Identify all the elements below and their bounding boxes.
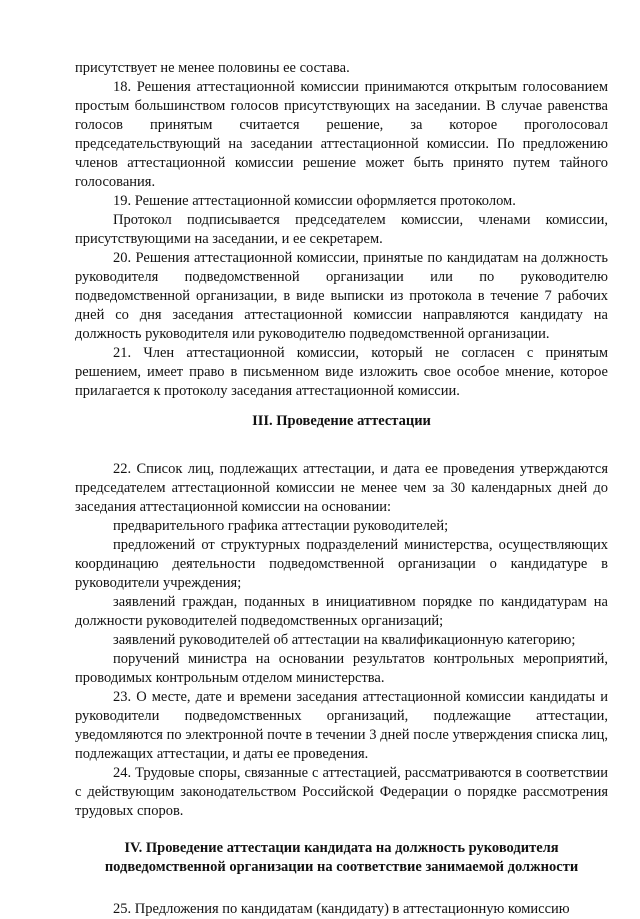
paragraph-19: 19. Решение аттестационной комиссии оформляется протоколом.	[113, 193, 516, 209]
section-heading-4-line1: IV. Проведение аттестации кандидата на должность руководителя	[124, 840, 559, 856]
paragraph-21: 21. Член аттестационной комиссии, который не согласен с принятым решением, имеет право в письменном виде изложить свое особое мнение, которое прилагается к протоколу заседания аттестационной комиссии.	[75, 345, 608, 399]
list-item-minister-orders: поручений министра на основании результатов контрольных мероприятий, проводимых контрольным отделом министерства.	[75, 651, 608, 686]
list-item-manager-applications: заявлений руководителей об аттестации на квалификационную категорию;	[113, 632, 576, 648]
paragraph-22: 22. Список лиц, подлежащих аттестации, и дата ее проведения утверждаются председателем аттестационной комиссии не менее чем за 30 календарных дней до заседания аттестационной комиссии на основании:	[75, 461, 608, 515]
list-item-schedule: предварительного графика аттестации руководителей;	[113, 518, 449, 534]
section-heading-4-line2: подведомственной организации на соответствие занимаемой должности	[104, 859, 579, 875]
paragraph-20: 20. Решения аттестационной комиссии, принятые по кандидатам на должность руководителя подведомственной организации или по руководителю подведомственной организации, в виде выписки из протокола в течение 7 рабочих дней со дня заседания аттестационной комиссии направляются кандидату на должность руководителя или руководителю подведомственной организации.	[75, 250, 608, 342]
section-heading-3: III. Проведение аттестации	[252, 413, 431, 429]
list-item-citizen-applications: заявлений граждан, поданных в инициативном порядке по кандидатурам на должности руководителей подведомственных организаций;	[75, 594, 608, 629]
list-item-proposals: предложений от структурных подразделений министерства, осуществляющих координацию деятельности подведомственной организации о кандидатуре в руководители учреждения;	[75, 537, 608, 591]
paragraph-protocol: Протокол подписывается председателем комиссии, членами комиссии, присутствующими на заседании, и ее секретарем.	[75, 212, 608, 247]
document-body	[75, 59, 608, 919]
paragraph-24: 24. Трудовые споры, связанные с аттестацией, рассматриваются в соответствии с действующим законодательством Российской Федерации о порядке рассмотрения трудовых споров.	[75, 765, 608, 819]
paragraph-continuation: присутствует не менее половины ее состава.	[75, 60, 350, 76]
section-heading-4	[75, 839, 608, 877]
paragraph-18: 18. Решения аттестационной комиссии принимаются открытым голосованием простым большинством голосов присутствующих на заседании. В случае равенства голосов принятым считается решение, за которое проголосовал председательствующий на заседании аттестационной комиссии. По предложению членов аттестационной комиссии решение может быть принято путем тайного голосования.	[75, 79, 608, 190]
paragraph-25: 25. Предложения по кандидатам (кандидату) в аттестационную комиссию	[113, 901, 570, 917]
paragraph-23: 23. О месте, дате и времени заседания аттестационной комиссии кандидаты и руководители подведомственных организаций, подлежащие аттестации, уведомляются по электронной почте в течении 3 дней после утверждения списка лиц, подлежащих аттестации, и даты ее проведения.	[75, 689, 608, 762]
